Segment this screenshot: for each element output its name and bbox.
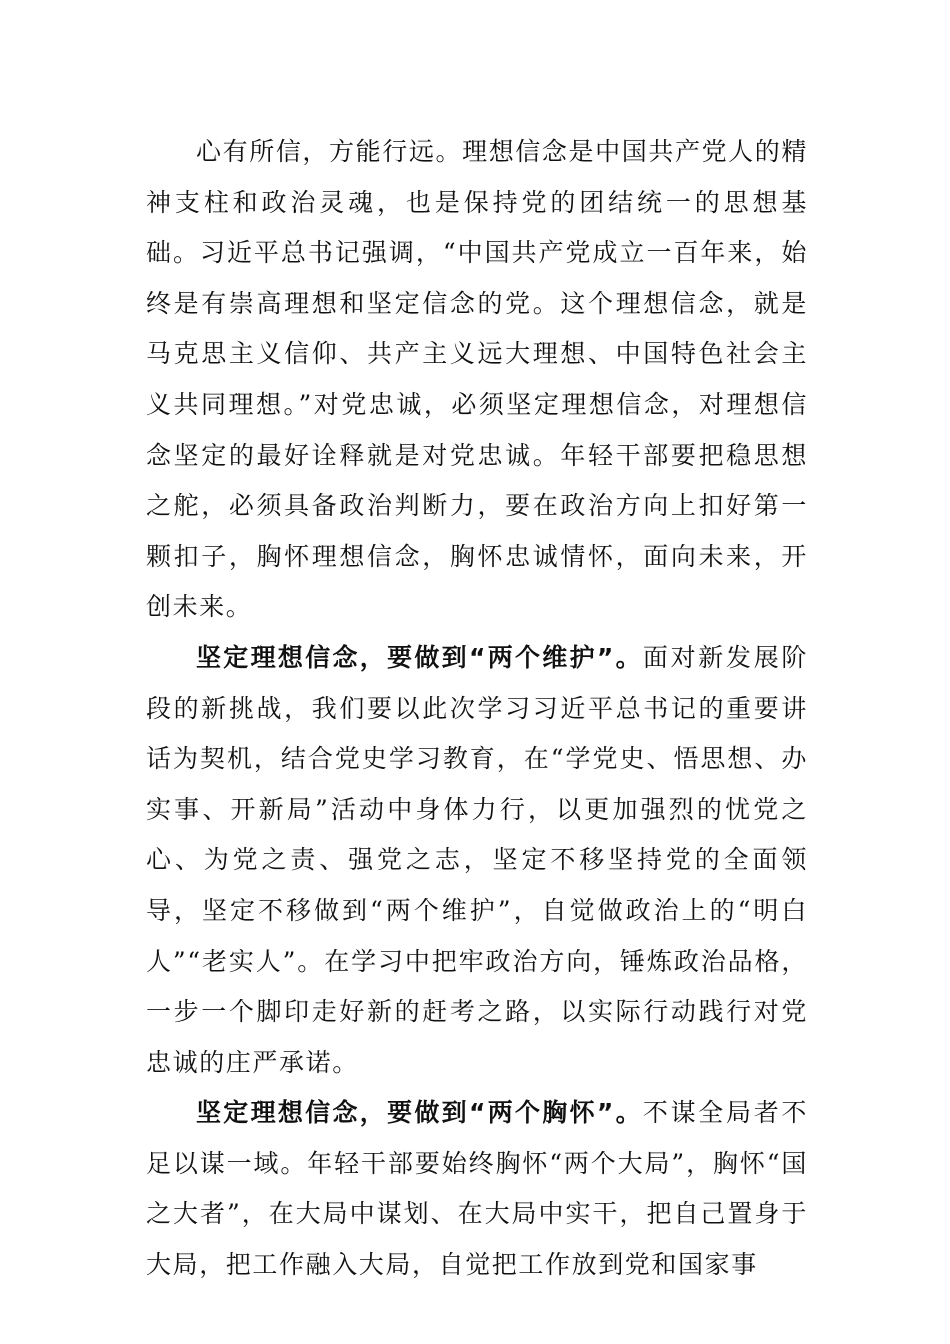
document-page	[146, 127, 808, 1291]
paragraph-3-text: 不谋全局者不足以谋一域。年轻干部要始终胸怀“两个大局”，胸怀“国之大者”，在大局中谋划、在大局中实干，把自己置身于大局，把工作融入大局，自觉把工作放到党和国家事	[146, 1098, 808, 1280]
paragraph-3	[146, 1088, 808, 1290]
paragraph-1-text: 心有所信，方能行远。理想信念是中国共产党人的精神支柱和政治灵魂，也是保持党的团结统一的思想基础。习近平总书记强调，“中国共产党成立一百年来，始终是有崇高理想和坚定信念的党。这个理想信念，就是马克思主义信仰、共产主义远大理想、中国特色社会主义共同理想。”对党忠诚，必须坚定理想信念，对理想信念坚定的最好诠释就是对党忠诚。年轻干部要把稳思想之舵，必须具备政治判断力，要在政治方向上扣好第一颗扣子，胸怀理想信念，胸怀忠诚情怀，面向未来，开创未来。	[146, 137, 808, 622]
paragraph-2	[146, 633, 808, 1088]
paragraph-2-text: 面对新发展阶段的新挑战，我们要以此次学习习近平总书记的重要讲话为契机，结合党史学习教育，在“学党史、悟思想、办实事、开新局”活动中身体力行，以更加强烈的忧党之心、为党之责、强党之志，坚定不移坚持党的全面领导，坚定不移做到“两个维护”，自觉做政治上的“明白人”“老实人”。在学习中把牢政治方向，锤炼政治品格，一步一个脚印走好新的赶考之路，以实际行动践行对党忠诚的庄严承诺。	[146, 642, 808, 1077]
paragraph-1	[146, 127, 808, 633]
paragraph-3-heading: 坚定理想信念，要做到“两个胸怀”。	[196, 1098, 643, 1128]
paragraph-2-heading: 坚定理想信念，要做到“两个维护”。	[196, 642, 643, 672]
